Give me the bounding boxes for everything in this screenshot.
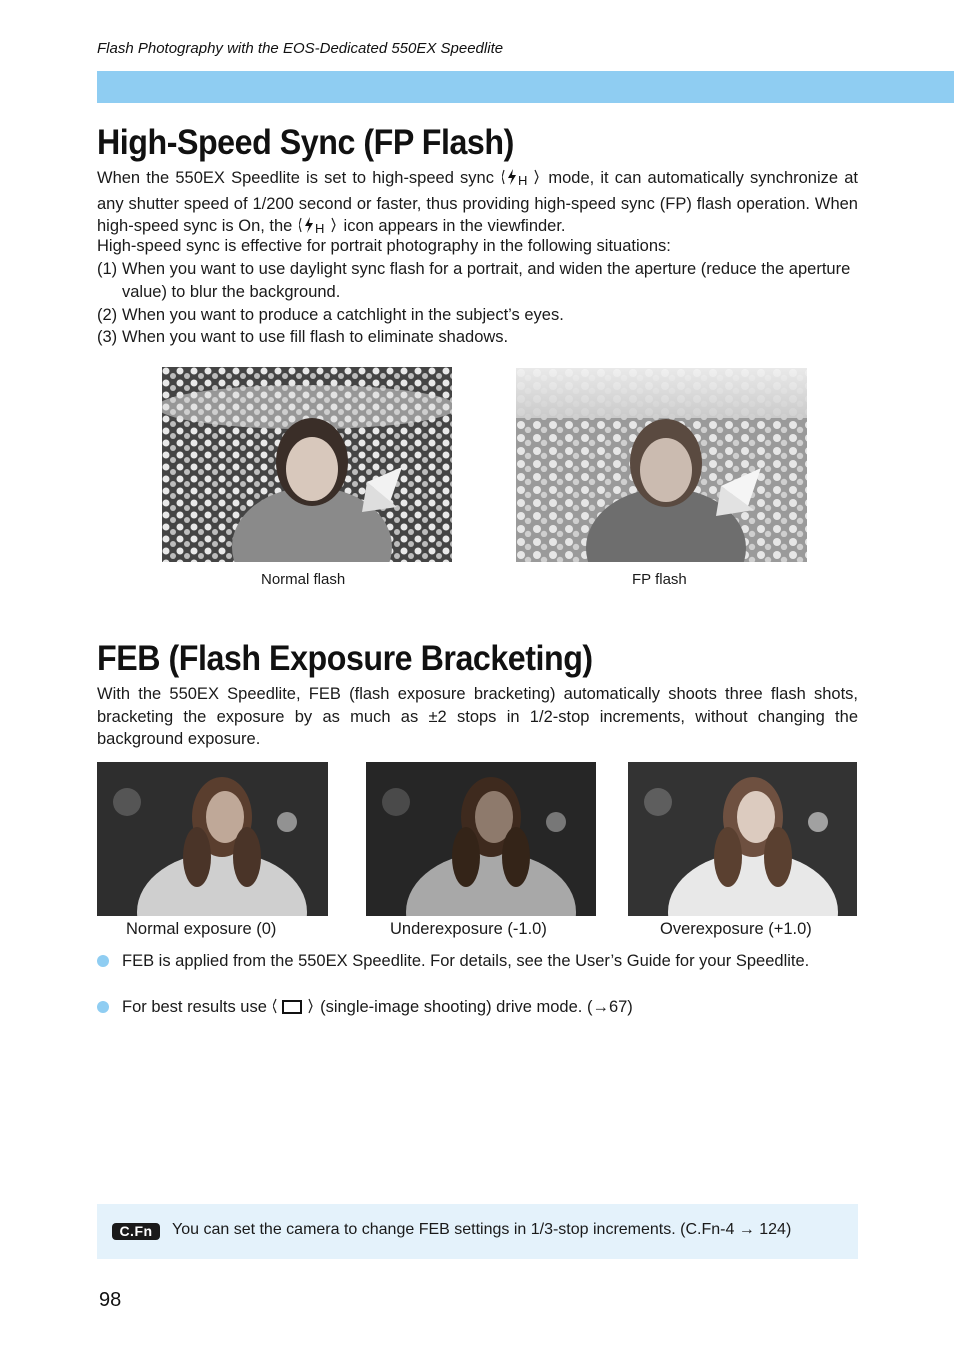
feb-normal-exposure-photo (97, 762, 328, 916)
feb-intro-paragraph: With the 550EX Speedlite, FEB (flash exposure bracketing) automatically shoots three flash shots, bracketing the exposure by as much as ±2 stops in 1/2-stop increments, without changing the background exposure. (97, 685, 858, 749)
cfn-note-text: You can set the camera to change FEB settings in 1/3-stop increments. (C.Fn-4 → 124) (172, 1221, 792, 1238)
list-text: When you want to use fill flash to eliminate shadows. (122, 328, 509, 346)
page-number: 98 (99, 1289, 122, 1311)
feb-bullet-1 (97, 950, 858, 973)
hss-intro-paragraph (97, 167, 858, 241)
svg-text:H: H (518, 173, 528, 186)
feb-underexposure-photo (366, 762, 596, 916)
list-text: When you want to use daylight sync flash for a portrait, and widen the aperture (reduce the aperture value) to blur the background. (122, 260, 851, 301)
hss-list-item-1 (97, 258, 858, 303)
caption-normal-exposure: Normal exposure (0) (126, 920, 277, 938)
caption-normal-flash: Normal flash (261, 571, 346, 588)
section-feb (97, 641, 636, 676)
hss-situations-lead: High-speed sync is effective for portrait photography in the following situations: (97, 237, 671, 255)
feb-overexposure-photo (628, 762, 857, 916)
page-reference: →67) (592, 998, 633, 1016)
list-number: (2) (97, 306, 118, 324)
bullet-text-post: (single-image shooting) drive mode. ( (320, 998, 593, 1016)
cfn-note-box (97, 1204, 858, 1259)
hss-intro-part1: When the 550EX Speedlite is set to high-speed sync (97, 169, 494, 187)
section-title-hss: High-Speed Sync (FP Flash) (97, 123, 514, 162)
hss-list-item-3 (97, 326, 858, 349)
normal-flash-photo (162, 367, 452, 562)
hss-intro-part3: icon appears in the viewfinder. (343, 217, 566, 236)
section-title-feb: FEB (Flash Exposure Bracketing) (97, 639, 593, 678)
running-header: Flash Photography with the EOS-Dedicated 550EX Speedlite (97, 40, 504, 57)
single-shooting-drive-icon (273, 997, 313, 1022)
list-text: When you want to produce a catchlight in the subject’s eyes. (122, 306, 564, 324)
caption-fp-flash: FP flash (632, 571, 687, 588)
hss-list-item-2 (97, 304, 858, 327)
list-number: (1) (97, 260, 118, 278)
fp-flash-photo (516, 368, 807, 562)
caption-underexposure: Underexposure (-1.0) (390, 920, 547, 938)
header-accent-bar (97, 71, 954, 103)
caption-overexposure: Overexposure (+1.0) (660, 920, 812, 938)
hss-intro-part2: mode, it can automatically synchronize at any shutter speed of 1/200 second or faster, thus providing high-speed sync (FP) flash operation. When high-speed sync is On, the (97, 169, 858, 236)
hss-mode-symbol-icon (502, 168, 540, 193)
list-number: (3) (97, 328, 118, 346)
bullet-dot-icon (97, 1001, 109, 1013)
bullet-text-pre: For best results use (122, 998, 267, 1016)
section-hss (97, 125, 550, 160)
svg-text:H: H (314, 221, 325, 235)
cfn-badge-icon: C.Fn (112, 1223, 160, 1240)
bullet-dot-icon (97, 955, 109, 967)
feb-bullet-2 (97, 996, 858, 1022)
bullet-text: FEB is applied from the 550EX Speedlite. For details, see the User’s Guide for your Speedlite. (122, 952, 810, 970)
